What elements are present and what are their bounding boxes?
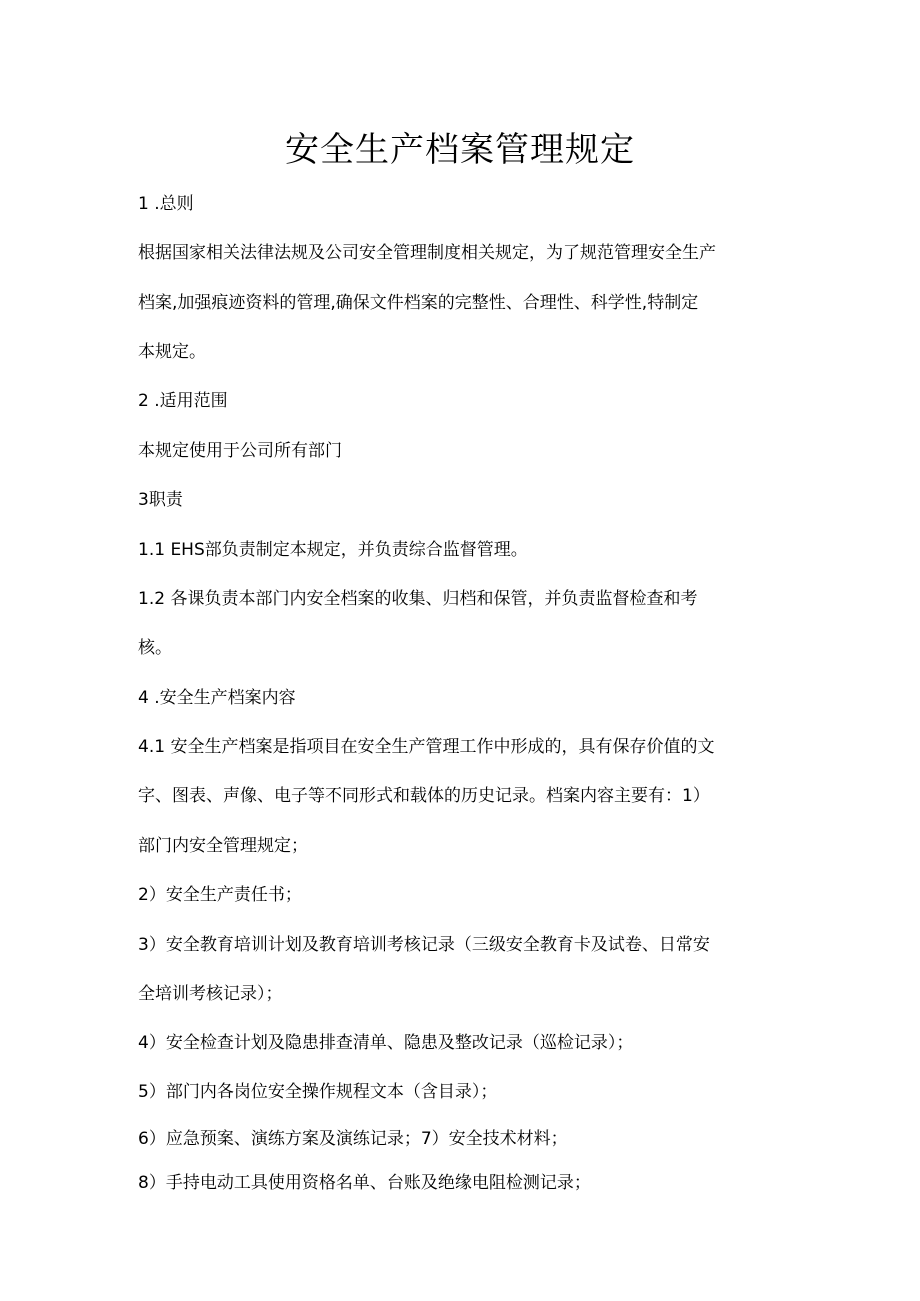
section-heading-general: 1 .总则 — [138, 194, 194, 214]
section-heading-responsibilities: 3职责 — [138, 490, 183, 510]
list-item: 2）安全生产责任书； — [138, 885, 302, 905]
paragraph-line: 4.1 安全生产档案是指项目在安全生产管理工作中形成的，具有保存价值的文 — [138, 737, 715, 757]
list-item: 4）安全检查计划及隐患排查清单、隐患及整改记录（巡检记录）； — [138, 1033, 634, 1053]
list-item: 6）应急预案、演练方案及演练记录；7）安全技术材料； — [138, 1129, 568, 1149]
paragraph-line: 1.2 各课负责本部门内安全档案的收集、归档和保管，并负责监督检查和考 — [138, 589, 698, 609]
paragraph-line: 根据国家相关法律法规及公司安全管理制度相关规定，为了规范管理安全生产 — [138, 243, 716, 263]
paragraph-line: 核。 — [138, 638, 172, 658]
paragraph-line: 本规定。 — [138, 342, 206, 362]
section-heading-content: 4 .安全生产档案内容 — [138, 688, 296, 708]
list-item: 5）部门内各岗位安全操作规程文本（含目录）； — [138, 1082, 498, 1102]
list-item: 8）手持电动工具使用资格名单、台账及绝缘电阻检测记录； — [138, 1173, 591, 1193]
list-item: 全培训考核记录）； — [138, 984, 283, 1004]
paragraph-line: 本规定使用于公司所有部门 — [138, 441, 342, 461]
document-title: 安全生产档案管理规定 — [285, 130, 635, 170]
section-heading-scope: 2 .适用范围 — [138, 391, 228, 411]
paragraph-line: 字、图表、声像、电子等不同形式和载体的历史记录。档案内容主要有：1） — [138, 786, 710, 806]
paragraph-line: 档案,加强痕迹资料的管理,确保文件档案的完整性、合理性、科学性,特制定 — [138, 293, 699, 313]
paragraph-line: 1.1 EHS部负责制定本规定，并负责综合监督管理。 — [138, 540, 528, 560]
list-item: 3）安全教育培训计划及教育培训考核记录（三级安全教育卡及试卷、日常安 — [138, 935, 710, 955]
paragraph-line: 部门内安全管理规定； — [138, 836, 308, 856]
